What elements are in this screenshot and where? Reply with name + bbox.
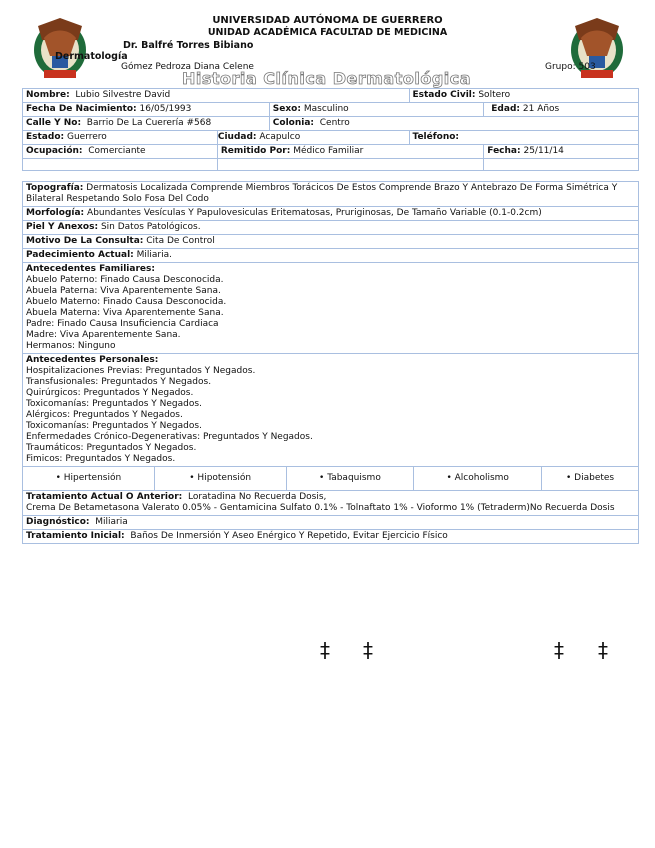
field-label: Ocupación:	[26, 146, 83, 156]
condition-hypertension: • Hipertensión	[23, 467, 155, 491]
table-row	[23, 263, 639, 354]
field-label: Nombre:	[26, 90, 70, 100]
table-row	[23, 249, 639, 263]
list-item: Transfusionales: Preguntados Y Negados.	[26, 377, 212, 387]
field-label: Piel Y Anexos:	[26, 222, 99, 232]
field-label: Ciudad:	[217, 132, 257, 142]
age: 21 Años	[522, 104, 560, 114]
table-row	[23, 182, 639, 207]
condition-diabetes: • Diabetes	[542, 467, 639, 491]
table-row	[23, 491, 639, 516]
group-label: Grupo: 503	[545, 62, 596, 72]
condition-alcoholism: • Alcoholismo	[414, 467, 542, 491]
table-row	[23, 145, 639, 159]
condition-smoking: • Tabaquismo	[286, 467, 414, 491]
street: Barrio De La Cuerería #568	[86, 118, 212, 128]
list-item: Abuela Materna: Viva Aparentemente Sana.	[26, 308, 224, 318]
current-illness: Miliaria.	[136, 250, 172, 260]
patient-data-table	[22, 88, 639, 171]
field-label: Sexo:	[272, 104, 301, 114]
current-treatment-detail: Crema De Betametasona Valerato 0.05% - Gentamicina Sulfato 0.1% - Tolnaftato 1% - Vioformo 1% (Tetraderm)No Recuerda Dosis	[26, 503, 615, 513]
condition-hypotension: • Hipotensión	[154, 467, 286, 491]
list-item: Padre: Finado Causa Insuficiencia Cardiaca	[26, 319, 219, 329]
field-label: Tratamiento Actual O Anterior:	[26, 492, 183, 502]
field-label: Morfología:	[26, 208, 85, 218]
field-label: Padecimiento Actual:	[26, 250, 134, 260]
list-item: Alérgicos: Preguntados Y Negados.	[26, 410, 183, 420]
double-dagger-symbol: ‡	[320, 638, 330, 662]
list-item: Toxicomanías: Preguntados Y Negados.	[26, 421, 202, 431]
referred-by: Médico Familiar	[293, 146, 364, 156]
table-row	[23, 530, 639, 544]
field-label: Fecha:	[487, 146, 521, 156]
field-label: Edad:	[491, 104, 520, 114]
state: Guerrero	[66, 132, 107, 142]
initial-treatment: Baños De Inmersión Y Aseo Enérgico Y Repetido, Evitar Ejercicio Físico	[130, 531, 448, 541]
field-label: Motivo De La Consulta:	[26, 236, 144, 246]
double-dagger-symbol: ‡	[598, 638, 608, 662]
table-row	[23, 221, 639, 235]
list-item: Madre: Viva Aparentemente Sana.	[26, 330, 181, 340]
academic-unit: UNIDAD ACADÉMICA FACULTAD DE MEDICINA	[207, 27, 448, 38]
field-label: Fecha De Nacimiento:	[26, 104, 137, 114]
city: Acapulco	[259, 132, 301, 142]
field-label: Estado Civil:	[412, 90, 476, 100]
field-label: Topografía:	[26, 183, 84, 193]
field-label: Remitido Por:	[220, 146, 291, 156]
table-row	[23, 103, 639, 117]
list-item: Hermanos: Ninguno	[26, 341, 116, 351]
doctor-name: Dr. Balfré Torres Bibiano	[123, 40, 254, 51]
list-item: Hospitalizaciones Previas: Preguntados Y Negados.	[26, 366, 256, 376]
list-item: Enfermedades Crónico-Degenerativas: Preguntados Y Negados.	[26, 432, 313, 442]
table-row	[23, 117, 639, 131]
table-row	[23, 89, 639, 103]
table-row	[23, 235, 639, 249]
consultation-reason: Cita De Control	[146, 236, 215, 246]
page-title: Historia Clínica Dermatológica	[182, 69, 472, 88]
field-label: Tratamiento Inicial:	[26, 531, 125, 541]
student-name: Gómez Pedroza Diana Celene	[121, 62, 254, 72]
list-item: Traumáticos: Preguntados Y Negados.	[26, 443, 197, 453]
table-row	[23, 354, 639, 467]
morphology: Abundantes Vesículas Y Papulovesiculas Eritematosas, Pruriginosas, De Tamaño Variable (0.1-0.2cm)	[87, 208, 542, 218]
topography: Dermatosis Localizada Comprende Miembros Torácicos De Estos Comprende Brazo Y Antebrazo De Forma Simétrica Y Bilateral Respetando Solo Fosa Del Codo	[26, 183, 618, 204]
birth-date: 16/05/1993	[139, 104, 192, 114]
table-row	[23, 207, 639, 221]
current-treatment: Loratadina No Recuerda Dosis,	[187, 492, 327, 502]
occupation: Comerciante	[88, 146, 146, 156]
field-label: Estado:	[26, 132, 65, 142]
field-label: Colonia:	[272, 118, 315, 128]
list-item: Toxicomanías: Preguntados Y Negados.	[26, 399, 202, 409]
clinical-data-table	[22, 181, 639, 544]
list-item: Abuelo Materno: Finado Causa Desconocida.	[26, 297, 227, 307]
field-label: Teléfono:	[412, 132, 460, 142]
patient-name: Lubio Silvestre David	[75, 90, 171, 100]
table-row	[23, 131, 639, 145]
marital-status: Soltero	[478, 90, 511, 100]
skin-annexes: Sin Datos Patológicos.	[100, 222, 201, 232]
list-item: Quirúrgicos: Preguntados Y Negados.	[26, 388, 194, 398]
visit-date: 25/11/14	[523, 146, 564, 156]
section-heading: Antecedentes Familiares:	[26, 264, 155, 274]
field-label: Diagnóstico:	[26, 517, 90, 527]
field-label: Calle Y No:	[26, 118, 82, 128]
double-dagger-symbol: ‡	[363, 638, 373, 662]
table-row	[23, 516, 639, 530]
table-row	[23, 159, 639, 171]
section-heading: Antecedentes Personales:	[26, 355, 159, 365]
university-name: UNIVERSIDAD AUTÓNOMA DE GUERRERO	[212, 15, 443, 26]
list-item: Abuela Paterna: Viva Aparentemente Sana.	[26, 286, 221, 296]
diagnosis: Miliaria	[95, 517, 128, 527]
table-row	[23, 467, 639, 491]
sex: Masculino	[303, 104, 349, 114]
double-dagger-symbol: ‡	[554, 638, 564, 662]
neighborhood: Centro	[319, 118, 350, 128]
list-item: Abuelo Paterno: Finado Causa Desconocida.	[26, 275, 224, 285]
department-name: Dermatología	[55, 51, 128, 62]
list-item: Fimicos: Preguntados Y Negados.	[26, 454, 176, 464]
